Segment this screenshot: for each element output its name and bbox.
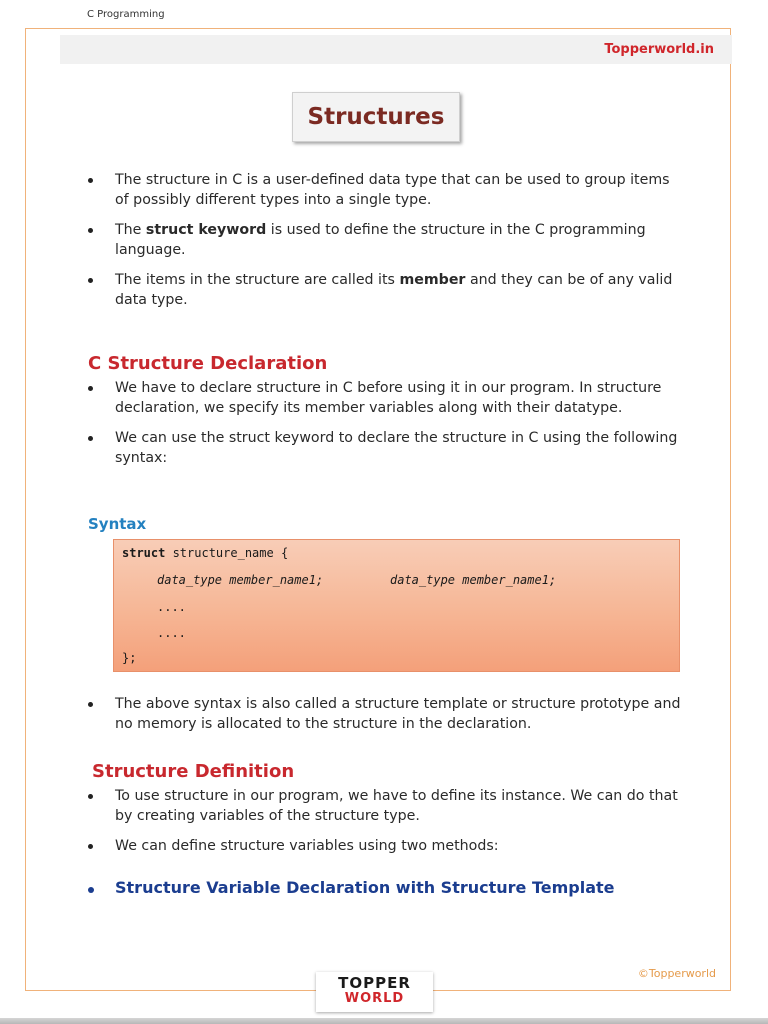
list-item-text: To use structure in our program, we have to define its instance. We can do that by creating variables of the structure type. <box>115 788 678 824</box>
bold-term: member <box>399 272 466 288</box>
code-ellipsis-2: .... <box>157 626 186 640</box>
topperworld-logo <box>316 972 433 1012</box>
logo-text-bottom: WORLD <box>344 991 405 1006</box>
subheading-variable-declaration: Structure Variable Declaration with Structure Template <box>85 878 615 897</box>
code-keyword: struct <box>122 546 166 560</box>
list-item <box>85 836 685 856</box>
copyright-text: ©Topperworld <box>637 967 716 980</box>
list-item <box>85 786 685 826</box>
after-syntax-bullet-list <box>85 694 685 744</box>
list-item-text: The <box>115 222 146 238</box>
code-block <box>113 539 680 672</box>
list-item <box>85 428 685 468</box>
list-item <box>85 220 685 260</box>
code-closing: }; <box>122 651 137 665</box>
code-struct-name: structure_name { <box>165 546 289 560</box>
site-name: Topperworld.in <box>604 42 714 57</box>
page-bottom-edge <box>0 1018 768 1024</box>
list-item <box>85 694 685 734</box>
section-heading-definition: Structure Definition <box>92 761 295 782</box>
code-line-1 <box>122 546 288 560</box>
list-item-text: We have to declare structure in C before using it in our program. In structure declaration, we specify its member variables along with their datatype. <box>115 380 662 416</box>
list-item-text: and they can be of any valid data type. <box>115 272 673 308</box>
list-item-text: is used to define the structure in the C programming language. <box>115 222 646 258</box>
intro-bullet-list <box>85 170 685 320</box>
bold-term: struct keyword <box>145 222 267 238</box>
section-heading-declaration: C Structure Declaration <box>88 353 328 374</box>
list-item-text: We can define structure variables using two methods: <box>115 838 499 854</box>
definition-bullet-list <box>85 786 685 866</box>
list-item-text: The above syntax is also called a structure template or structure prototype and no memory is allocated to the structure in the declaration. <box>115 696 681 732</box>
list-item-text: The structure in C is a user-defined data type that can be used to group items of possibly different types into a single type. <box>115 172 670 208</box>
running-header: C Programming <box>87 9 165 20</box>
list-item <box>85 170 685 210</box>
syntax-label: Syntax <box>88 515 147 533</box>
list-item-text: The items in the structure are called its <box>115 272 400 288</box>
list-item <box>85 270 685 310</box>
code-member-b: data_type member_name1; <box>390 573 557 587</box>
code-member-a: data_type member_name1; <box>157 573 324 587</box>
declaration-bullet-list <box>85 378 685 478</box>
list-item <box>85 378 685 418</box>
site-header-band <box>60 35 732 64</box>
code-ellipsis-1: .... <box>157 600 186 614</box>
logo-text-top: TOPPER <box>338 974 411 992</box>
list-item-text: We can use the struct keyword to declare the structure in C using the following syntax: <box>115 430 678 466</box>
page-title: Structures <box>292 92 460 142</box>
